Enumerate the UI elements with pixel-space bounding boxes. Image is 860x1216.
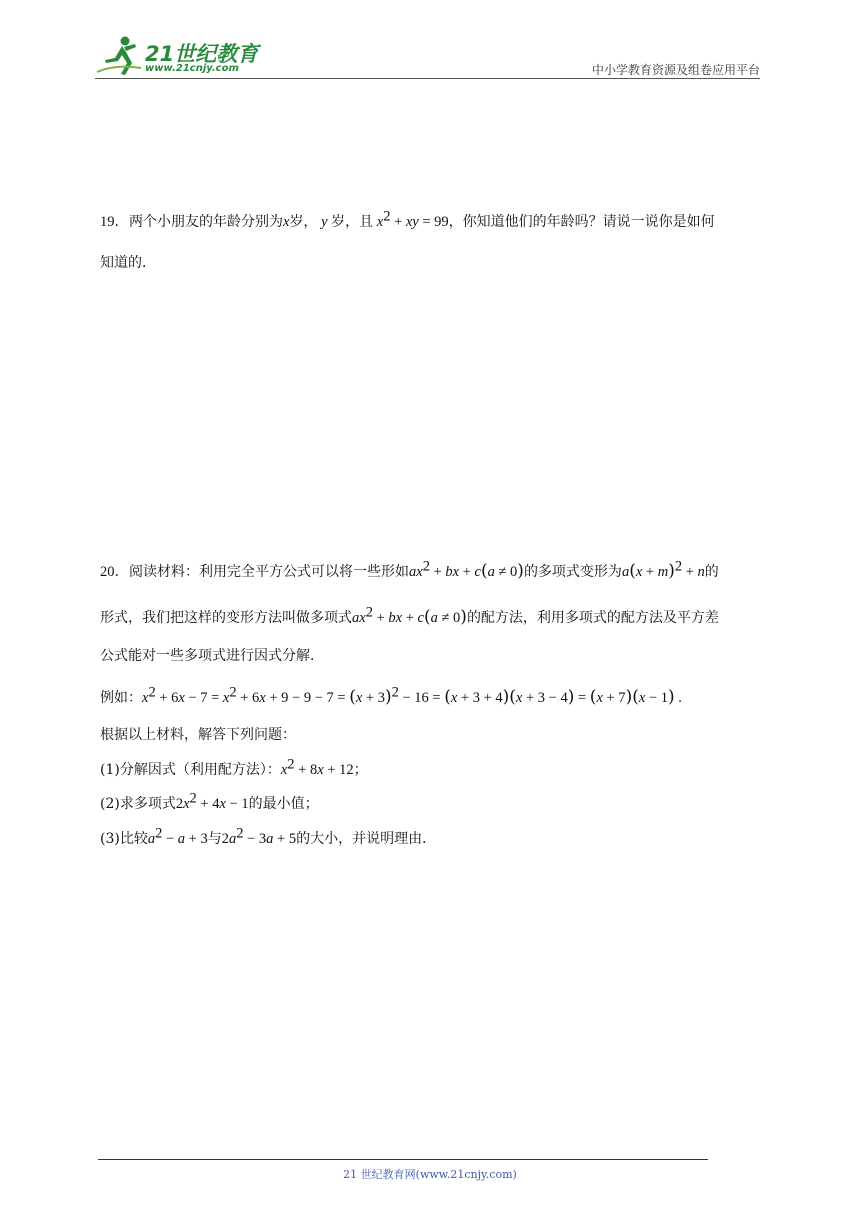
logo-wordmark: 21世纪教育 [145,42,259,66]
question-number: 20． [100,564,129,580]
page-header [95,34,760,80]
question-number: 19． [100,214,129,230]
footer-divider [98,1159,708,1160]
sub1-expression: $x^2 + 8x + 12$ [280,756,354,778]
site-name: 中小学教育资源及组卷应用平台 [591,63,760,77]
equation: $x^2$ + xy = 99 [373,208,449,230]
sub3-expression-b: $2a^2 - 3a + 5$ [221,825,297,847]
sub2-expression: $2x^2 + 4x - 1$ [175,790,249,812]
example-equation: $x^2 + 6x - 7 = x^2 + 6x + 9 - 9 - 7 = (x + 3)^2 - 16 = (x + 3 + 4)(x + 3 - 4) = (x + 7)(x - 1)$ . [142,684,682,707]
footer-text[interactable]: 21 世纪教育网(www.21cnjy.com) [343,1168,517,1181]
question-20-line-1: 20．阅读材料：利用完全平方公式可以将一些形如$ax^2$ + bx + c(a ≠ 0)的多项式变形为$a(x + m)^2 + n$的 [100,558,719,581]
question-19-line-2: 知道的． [100,255,156,271]
sub-question-2: (2)求多项式$2x^2 + 4x - 1$的最小值； [100,790,319,812]
sub-question-3: (3)比较$a^2 - a + 3$与$2a^2 - 3a + 5$的大小，并说明理由． [100,825,437,847]
example-line: 例如：$x^2 + 6x - 7 = x^2 + 6x + 9 - 9 - 7 = (x + 3)^2 - 16 = (x + 3 + 4)(x + 3 - 4) = (x + 7)(x - 1)$ . [100,684,682,707]
question-19-line-1: 19．两个小朋友的年龄分别为x岁， y 岁，且 $x^2$ + xy = 99，你知道他们的年龄吗？请说一说你是如何 [100,208,715,230]
formula-vertex: $a(x + m)^2 + n$ [621,558,705,581]
sub-question-1: (1)分解因式（利用配方法）：$x^2 + 8x + 12$； [100,756,368,778]
header-divider [95,78,760,79]
site-logo [95,34,265,78]
formula-quadratic: $ax^2$ + bx + c(a ≠ 0) [409,558,524,581]
question-20-line-3: 公式能对一些多项式进行因式分解． [100,648,324,664]
formula-quadratic: $ax^2$ + bx + c(a ≠ 0) [352,604,467,627]
question-intro: 根据以上材料，解答下列问题： [100,727,296,743]
running-figure-icon [95,34,143,78]
logo-url: www.21cnjy.com [145,63,239,74]
question-20-line-2: 形式，我们把这样的变形方法叫做多项式$ax^2$ + bx + c(a ≠ 0)的配方法，利用多项式的配方法及平方差 [100,604,719,627]
sub3-expression-a: $a^2 - a + 3$ [147,825,208,847]
